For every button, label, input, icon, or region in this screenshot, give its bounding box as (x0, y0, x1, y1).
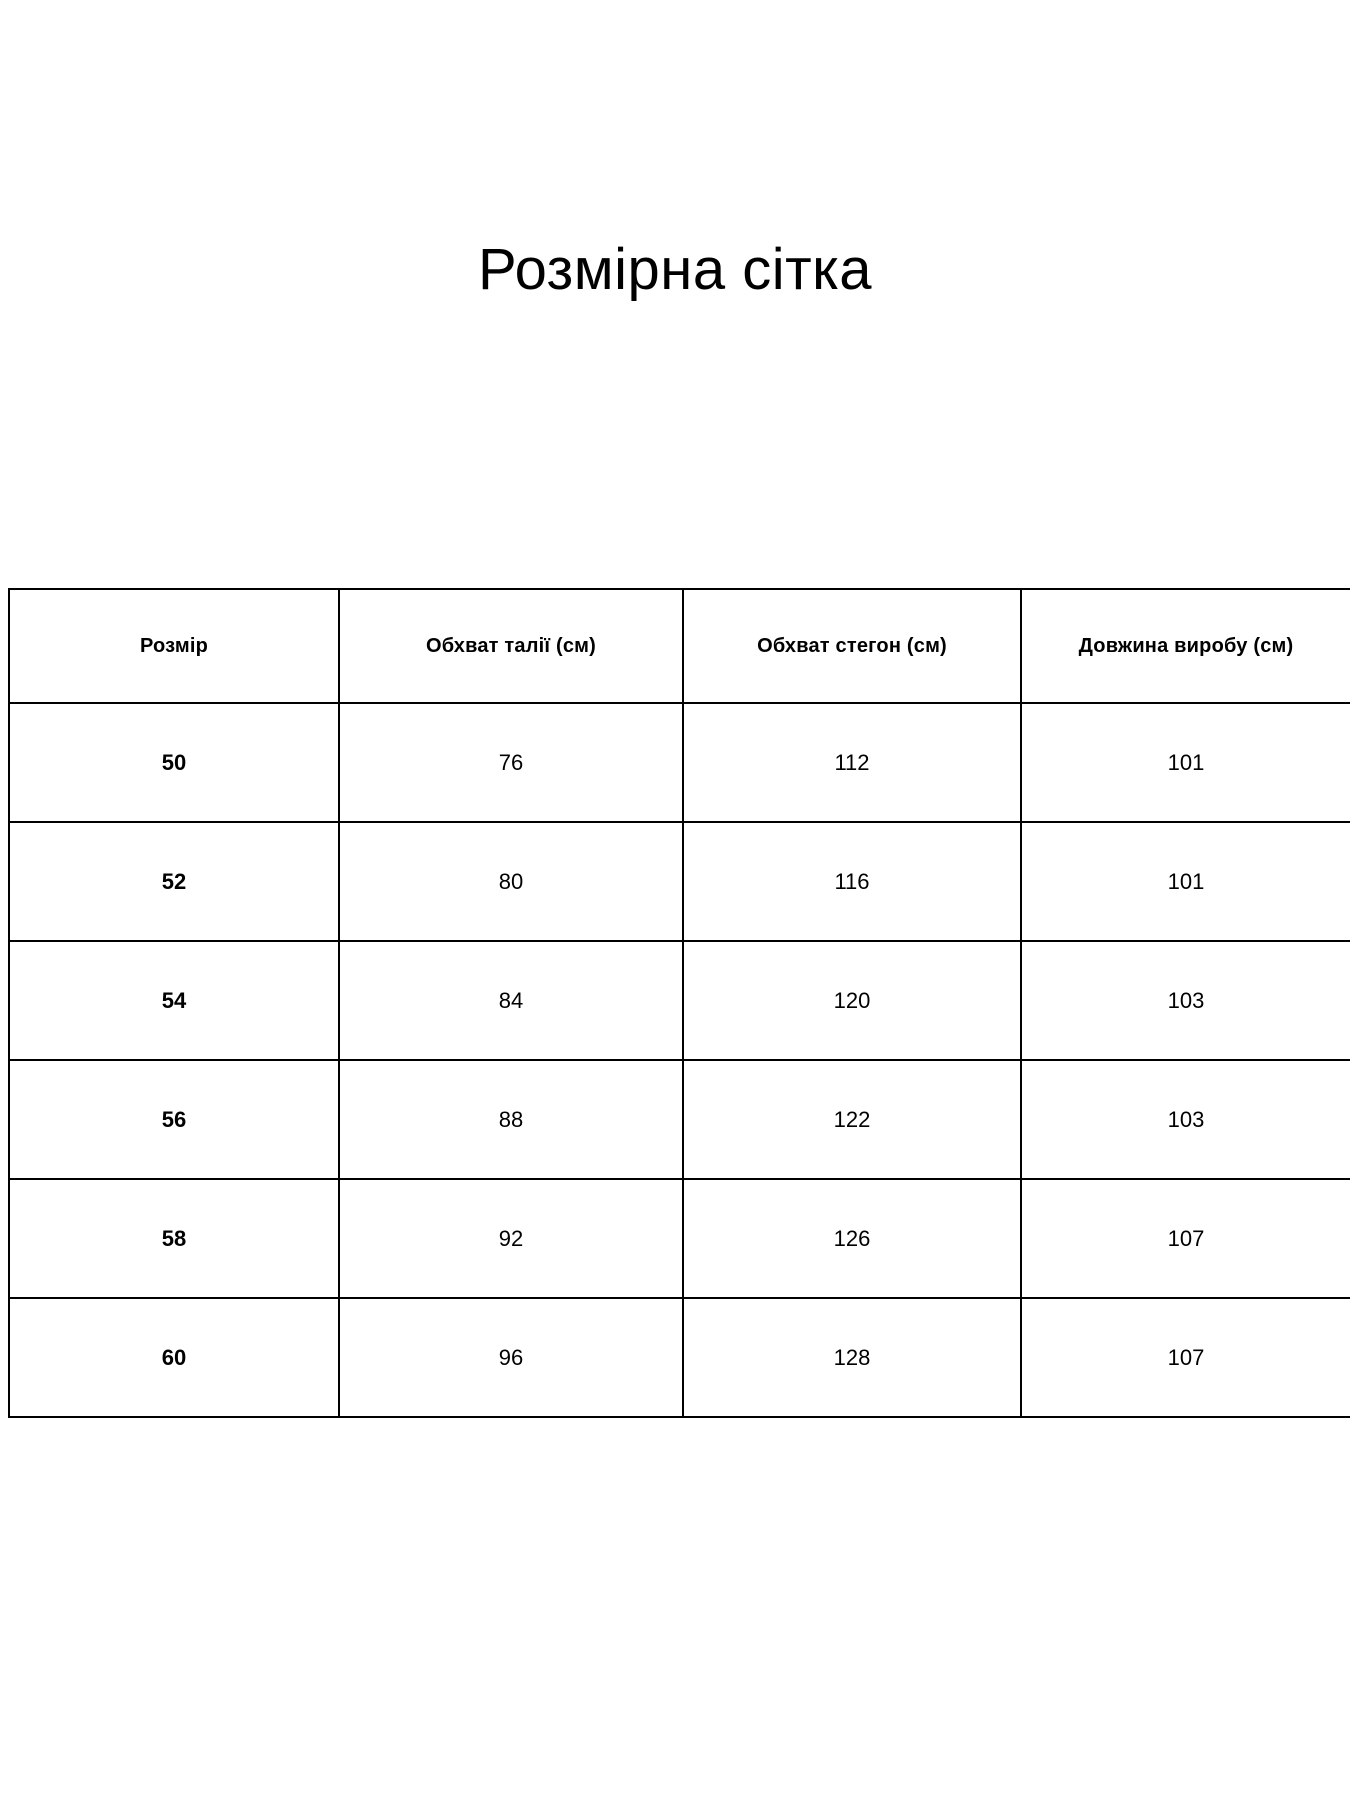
cell-hips: 122 (683, 1060, 1021, 1179)
cell-length: 101 (1021, 822, 1350, 941)
size-table-container (8, 588, 1350, 1418)
table-row (9, 1179, 1350, 1298)
column-header-size: Розмір (9, 589, 339, 703)
cell-size: 54 (9, 941, 339, 1060)
cell-length: 107 (1021, 1298, 1350, 1417)
cell-hips: 126 (683, 1179, 1021, 1298)
cell-length: 103 (1021, 1060, 1350, 1179)
cell-size: 58 (9, 1179, 339, 1298)
cell-length: 101 (1021, 703, 1350, 822)
cell-size: 56 (9, 1060, 339, 1179)
cell-length: 107 (1021, 1179, 1350, 1298)
size-table (8, 588, 1350, 1418)
table-body (9, 703, 1350, 1417)
cell-size: 60 (9, 1298, 339, 1417)
cell-size: 50 (9, 703, 339, 822)
table-header (9, 589, 1350, 703)
table-row (9, 1298, 1350, 1417)
table-row (9, 941, 1350, 1060)
cell-waist: 88 (339, 1060, 683, 1179)
cell-hips: 120 (683, 941, 1021, 1060)
cell-waist: 92 (339, 1179, 683, 1298)
cell-waist: 96 (339, 1298, 683, 1417)
table-row (9, 822, 1350, 941)
cell-size: 52 (9, 822, 339, 941)
cell-hips: 116 (683, 822, 1021, 941)
page-title: Розмірна сітка (477, 237, 873, 302)
cell-length: 103 (1021, 941, 1350, 1060)
cell-hips: 112 (683, 703, 1021, 822)
column-header-waist: Обхват талії (см) (339, 589, 683, 703)
table-row (9, 1060, 1350, 1179)
table-row (9, 703, 1350, 822)
cell-waist: 84 (339, 941, 683, 1060)
table-header-row (9, 589, 1350, 703)
cell-waist: 76 (339, 703, 683, 822)
column-header-hips: Обхват стегон (см) (683, 589, 1021, 703)
column-header-length: Довжина виробу (см) (1021, 589, 1350, 703)
cell-hips: 128 (683, 1298, 1021, 1417)
cell-waist: 80 (339, 822, 683, 941)
